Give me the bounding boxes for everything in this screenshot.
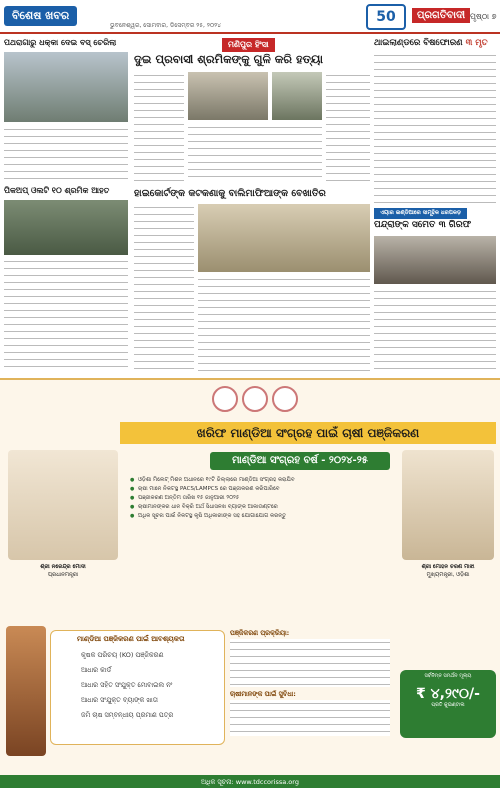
anniversary-logo: 50 [366, 4, 406, 30]
doc-item: କୃଷକ ପରିଚୟ (KO) ପଞ୍ଜିକରଣ [81, 651, 164, 659]
pm-portrait [8, 450, 118, 560]
section-label: ବିଶେଷ ଖବର [4, 6, 77, 26]
proc-title: ପଞ୍ଜିକରଣ ପ୍ରକ୍ରିୟା: [230, 629, 290, 637]
proc-text-2 [230, 700, 390, 736]
manipur-photo-2 [272, 72, 322, 120]
proc-title-2: ଚାଷୀମାନଙ୍କ ପାଇଁ ସୁବିଧା: [230, 690, 296, 698]
cm-name: ଶ୍ରୀ ମୋହନ ଚରଣ ମାଝୀ [421, 564, 475, 570]
manipur-photo-1 [188, 72, 268, 120]
ad-year-box: ମାଣ୍ଡିଆ ସଂଗ୍ରହ ବର୍ଷ - ୨୦୨୪-୨୫ [210, 452, 390, 470]
center-headline: ଦୁଇ ପ୍ରବାସୀ ଶ୍ରମିକଙ୍କୁ ଗୁଳି କରି ହତ୍ୟା [134, 52, 324, 66]
right-mid-story-text [374, 288, 496, 372]
ad-point: ● ଓଡ଼ିଶା ମିଲେଟ୍ ମିଶନ ଅଧୀନରେ ୧୯ଟି ଜିଲ୍ଲାରେ ମାଣ୍ଡିଆ ସଂଗ୍ରହ କରାଯିବ [130, 476, 398, 485]
ad-point: ● ଚାଷୀମାନଙ୍କର ଧାନ ବିକ୍ରି ଅର୍ଥ ସିଧାସଳଖ ବ୍ୟାଙ୍କ ଆକାଉଣ୍ଟରେ [130, 503, 398, 512]
doc-item: ଆଧାର ସହିତ ସଂଯୁକ୍ତ ମୋବାଇଲ ନଂ [81, 681, 173, 689]
cm-portrait [402, 450, 494, 560]
bus-accident-photo [4, 52, 128, 122]
pm-role: ପ୍ରଧାନମନ୍ତ୍ରୀ [47, 572, 79, 578]
government-logos [210, 386, 300, 416]
ad-points [130, 476, 398, 521]
cm-role: ମୁଖ୍ୟମନ୍ତ୍ରୀ, ଓଡ଼ିଶା [426, 572, 470, 578]
ad-point: ● ପଞ୍ଜୀକରଣ ଅନ୍ତିମ ତାରିଖ ୧୫ ଜାନୁଆରୀ ୨୦୨୫ [130, 494, 398, 503]
pm-name: ଶ୍ରୀ ନରେନ୍ଦ୍ର ମୋଦୀ [40, 564, 86, 570]
tdcc-icon [272, 386, 298, 412]
right-top-headline-text: ଥାଇଲାଣ୍ଡରେ ବିଷଫୋରଣ [374, 38, 463, 48]
docs-title: ମାଣ୍ଡିଆ ପଞ୍ଜିକରଣ ପାଇଁ ଆବଶ୍ୟକତା [77, 635, 185, 643]
pickup-accident-photo [4, 200, 128, 255]
right-top-headline-red: ୩ ମୃତ [465, 38, 488, 48]
ad-banner: ଖରିଫ ମାଣ୍ଡିଆ ସଂଗ୍ରହ ପାଇଁ ଚାଷୀ ପଞ୍ଜିକରଣ [120, 422, 496, 444]
required-documents [50, 630, 225, 745]
msp-value: ₹ ୪,୨୯୦/- [416, 686, 480, 702]
left-top-headline: ପଥରାଗାରୁ ଧକ୍କା ଦେଇ ବସ୍ ଚେରିଲା [4, 38, 117, 47]
msp-label: ସର୍ବନିମ୍ନ ସମର୍ଥନ ମୂଲ୍ୟ [424, 673, 472, 679]
msp-unit: ପ୍ରତି କୁଇଣ୍ଟାଲ [431, 702, 465, 708]
msp-box [400, 670, 496, 738]
doc-item: ଆଧାର କାର୍ଡ [81, 666, 112, 674]
center-story-text-3 [326, 72, 370, 182]
emblem-icon [212, 386, 238, 412]
page-number: ପୃଷ୍ଠା ୭ [470, 12, 497, 21]
millet-mission-icon [242, 386, 268, 412]
center-kicker: ମଣିପୁର ହିଂସା [222, 38, 275, 52]
left-top-story-text [4, 126, 128, 182]
right-mid-kicker: ଏୟାର ଇଣ୍ଡିଆରେ ସାମୂହିକ ଧରପକଡ଼ [374, 208, 467, 219]
registration-process [230, 630, 390, 740]
masthead [0, 0, 500, 34]
center-mid-story-text-2 [198, 276, 370, 372]
dateline: ଭୁବନେଶ୍ୱର, ସୋମବାର, ଡିସେମ୍ବର ୨୫, ୨୦୨୪ [110, 22, 222, 29]
paper-name: ପ୍ରଗତିବାଦୀ [412, 8, 470, 23]
right-top-headline [374, 38, 496, 48]
ad-point: ● ଚାଷୀ ମାନେ ନିକଟସ୍ଥ PACS/LAMPCS ରେ ପଞ୍ଜୀକରଣ କରିପାରିବେ [130, 485, 398, 494]
center-story-text-1 [134, 72, 184, 182]
doc-item: ଆଧାର ସଂଯୁକ୍ତ ବ୍ୟାଙ୍କ ଖାତା [81, 696, 158, 704]
left-mid-headline: ପିକଅପ୍ ଓଲଟି ୧୦ ଶ୍ରମିକ ଆହତ [4, 186, 110, 195]
center-mid-headline: ହାଇକୋର୍ଟଙ୍କ କଟକଣାକୁ ବାଲିମାଫିଆଙ୍କ ବେଖାତିର [134, 188, 326, 199]
proc-text [230, 639, 390, 687]
doc-item: ଜମି ଚାଷ ସମ୍ବନ୍ଧୀୟ ପ୍ରମାଣ ପତ୍ର [81, 711, 174, 719]
center-mid-story-text-1 [134, 204, 194, 372]
right-mid-headline: ପନ୍ଦ୍ରାଙ୍କ ସମେତ ୩ ଗିରଫ [374, 220, 472, 230]
sand-mining-photo [198, 204, 370, 272]
ad-footer: ଅଧିକ ସୂଚନା: www.tdccorissa.org [0, 775, 500, 788]
arrest-photo [374, 236, 496, 284]
right-top-story-text [374, 52, 496, 206]
kharif-advertisement [0, 378, 500, 788]
left-mid-story-text [4, 258, 128, 370]
center-story-text-2 [188, 124, 322, 182]
farmer-illustration [6, 626, 46, 756]
ad-point: ● ଅଧିକ ସୂଚନା ପାଇଁ ନିକଟସ୍ଥ କୃଷି ଅଧିକାରୀଙ୍କ ସହ ଯୋଗାଯୋଗ କରନ୍ତୁ [130, 512, 398, 521]
